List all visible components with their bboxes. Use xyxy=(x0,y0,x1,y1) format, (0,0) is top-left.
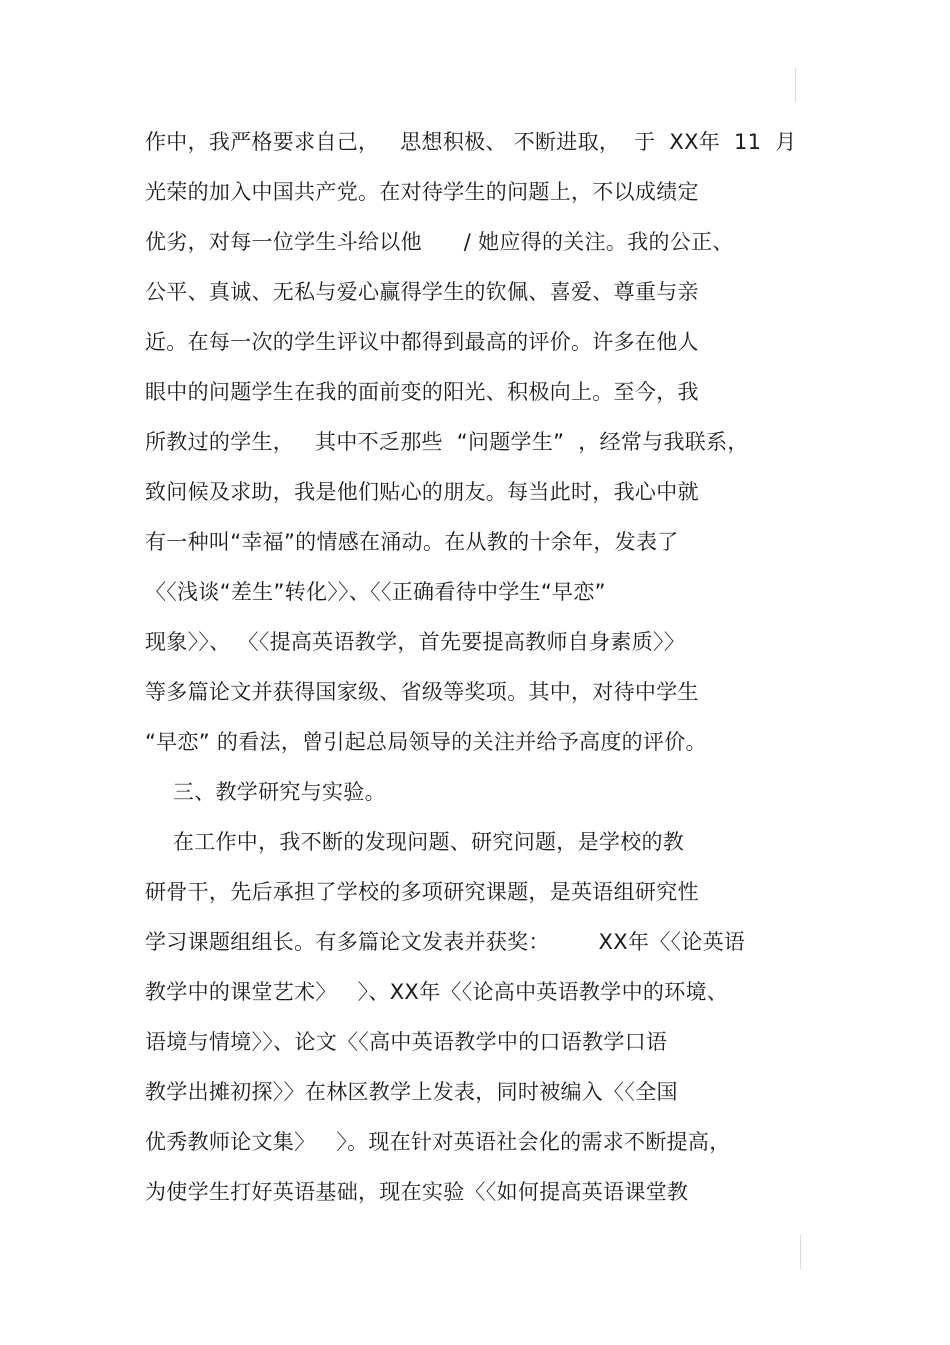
page-corner-mark-top xyxy=(795,68,796,102)
body-text-line: 光荣的加入中国共产党。在对待学生的问题上，不以成绩定 xyxy=(145,180,699,204)
body-text-line: “早恋” 的看法，曾引起总局领导的关注并给予高度的评价。 xyxy=(145,730,707,754)
body-text-line: 所教过的学生， 其中不乏那些 “问题学生” ，经常与我联系， xyxy=(145,430,749,454)
section-heading: 三、教学研究与实验。 xyxy=(145,780,386,804)
body-text-line: 为使学生打好英语基础，现在实验〈〈如何提高英语课堂教 xyxy=(145,1180,689,1204)
body-text-line: 〈〈浅谈“差生”转化〉〉、〈〈正确看待中学生“早恋” xyxy=(145,580,606,604)
body-text-line: 公平、真诚、无私与爱心赢得学生的钦佩、喜爱、尊重与亲 xyxy=(145,280,699,304)
body-text-line: 有一种叫“幸福”的情感在涌动。在从教的十余年，发表了 xyxy=(145,530,679,554)
body-text-line: 优秀教师论文集〉 〉。现在针对英语社会化的需求不断提高， xyxy=(145,1130,731,1154)
body-text-line: 在工作中，我不断的发现问题、研究问题，是学校的教 xyxy=(145,830,685,854)
body-text-line: 优劣，对每一位学生斗给以他 / 她应得的关注。我的公正、 xyxy=(145,230,734,254)
body-text-line: 教学中的课堂艺术〉 〉、XX年〈〈论高中英语教学中的环境、 xyxy=(145,980,729,1004)
page-corner-mark-bottom xyxy=(800,1235,801,1269)
body-text-line: 教学出摊初探〉〉在林区教学上发表，同时被编入〈〈全国 xyxy=(145,1080,678,1104)
body-text-line: 语境与情境〉〉、论文〈〈高中英语教学中的口语教学口语 xyxy=(145,1030,668,1054)
body-text-line: 作中，我严格要求自己， 思想积极、 不断进取， 于 XX年 11 月 xyxy=(145,130,797,154)
body-text-line: 近。在每一次的学生评议中都得到最高的评价。许多在他人 xyxy=(145,330,699,354)
body-text-line: 研骨干，先后承担了学校的多项研究课题，是英语组研究性 xyxy=(145,880,699,904)
body-text-line: 现象〉〉、 〈〈提高英语教学，首先要提高教师自身素质〉〉 xyxy=(145,630,686,654)
body-text-line: 致问候及求助，我是他们贴心的朋友。每当此时，我心中就 xyxy=(145,480,699,504)
body-text-line: 等多篇论文并获得国家级、省级等奖项。其中，对待中学生 xyxy=(145,680,699,704)
body-text-line: 眼中的问题学生在我的面前变的阳光、积极向上。至今，我 xyxy=(145,380,699,404)
body-text-line: 学习课题组组长。有多篇论文发表并获奖： XX年〈〈论英语 xyxy=(145,930,746,954)
